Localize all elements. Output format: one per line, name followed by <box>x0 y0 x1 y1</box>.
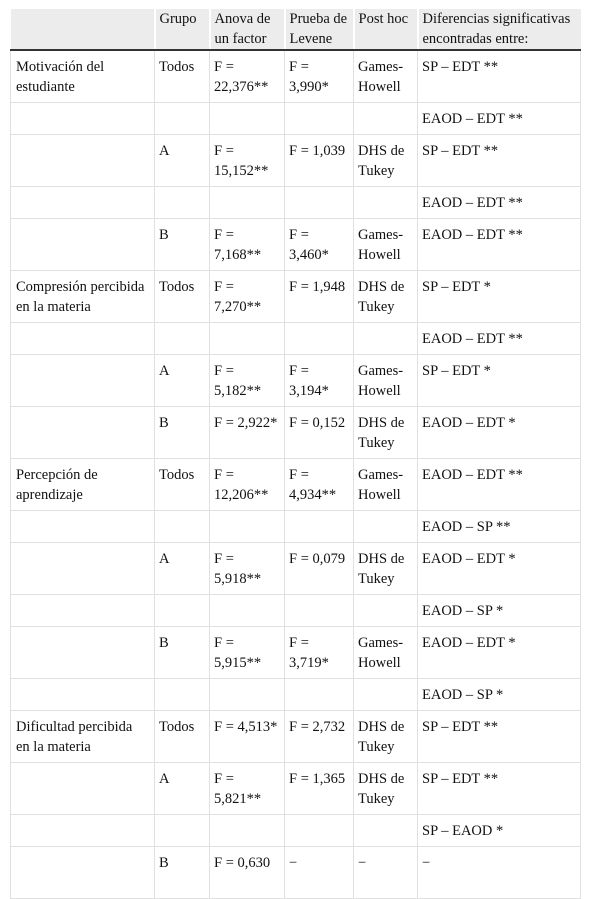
table-row <box>11 187 581 219</box>
cell-posthoc: DHS de Tukey <box>354 271 418 323</box>
cell-variable <box>11 679 155 711</box>
cell-posthoc: Games-Howell <box>354 459 418 511</box>
table-row <box>11 815 581 847</box>
cell-posthoc: Games-Howell <box>354 50 418 103</box>
cell-anova <box>210 679 285 711</box>
cell-posthoc: DHS de Tukey <box>354 407 418 459</box>
table-row <box>11 543 581 595</box>
cell-grupo: A <box>155 543 210 595</box>
cell-variable <box>11 511 155 543</box>
table-row <box>11 847 581 899</box>
cell-levene <box>285 187 354 219</box>
table-row <box>11 323 581 355</box>
table-row <box>11 627 581 679</box>
cell-anova: F = 15,152** <box>210 135 285 187</box>
cell-anova: F = 22,376** <box>210 50 285 103</box>
cell-posthoc <box>354 323 418 355</box>
table-header <box>11 9 581 50</box>
cell-anova <box>210 103 285 135</box>
cell-posthoc: Games-Howell <box>354 219 418 271</box>
cell-diferencias: EAOD – EDT ** <box>418 103 581 135</box>
cell-diferencias: SP – EDT ** <box>418 50 581 103</box>
cell-grupo: B <box>155 219 210 271</box>
header-grupo: Grupo <box>155 9 210 50</box>
table-row <box>11 50 581 103</box>
cell-variable: Dificultad percibida en la materia <box>11 711 155 763</box>
anova-results-table <box>10 9 581 899</box>
cell-variable <box>11 815 155 847</box>
header-posthoc: Post hoc <box>354 9 418 50</box>
cell-anova: F = 5,182** <box>210 355 285 407</box>
cell-posthoc <box>354 595 418 627</box>
cell-levene: F = 4,934** <box>285 459 354 511</box>
cell-grupo: Todos <box>155 271 210 323</box>
cell-diferencias: SP – EDT * <box>418 355 581 407</box>
cell-levene: F = 3,719* <box>285 627 354 679</box>
cell-levene: F = 3,990* <box>285 50 354 103</box>
cell-diferencias: EAOD – EDT * <box>418 543 581 595</box>
cell-posthoc: DHS de Tukey <box>354 763 418 815</box>
table-row <box>11 679 581 711</box>
cell-variable: Compresión percibida en la materia <box>11 271 155 323</box>
cell-variable: Motivación del estudiante <box>11 50 155 103</box>
table-row <box>11 135 581 187</box>
cell-grupo <box>155 323 210 355</box>
cell-variable <box>11 219 155 271</box>
cell-diferencias: EAOD – EDT * <box>418 407 581 459</box>
cell-anova: F = 7,270** <box>210 271 285 323</box>
cell-grupo: A <box>155 763 210 815</box>
header-anova: Anova de un factor <box>210 9 285 50</box>
table-row <box>11 103 581 135</box>
cell-levene: F = 0,079 <box>285 543 354 595</box>
cell-levene: F = 0,152 <box>285 407 354 459</box>
cell-variable <box>11 355 155 407</box>
cell-variable <box>11 763 155 815</box>
cell-anova: F = 5,918** <box>210 543 285 595</box>
cell-diferencias: EAOD – SP ** <box>418 511 581 543</box>
cell-grupo: B <box>155 847 210 899</box>
cell-anova: F = 5,915** <box>210 627 285 679</box>
cell-diferencias: EAOD – SP * <box>418 595 581 627</box>
header-variable <box>11 9 155 50</box>
cell-variable <box>11 187 155 219</box>
cell-variable <box>11 543 155 595</box>
cell-diferencias: EAOD – EDT * <box>418 627 581 679</box>
cell-diferencias: EAOD – EDT ** <box>418 219 581 271</box>
cell-levene: F = 2,732 <box>285 711 354 763</box>
table-row <box>11 711 581 763</box>
table-row <box>11 219 581 271</box>
cell-anova: F = 7,168** <box>210 219 285 271</box>
cell-anova <box>210 323 285 355</box>
table-row <box>11 355 581 407</box>
cell-levene <box>285 511 354 543</box>
cell-levene <box>285 103 354 135</box>
cell-diferencias: SP – EDT ** <box>418 135 581 187</box>
cell-diferencias: EAOD – EDT ** <box>418 323 581 355</box>
cell-grupo: Todos <box>155 50 210 103</box>
cell-posthoc: DHS de Tukey <box>354 543 418 595</box>
table-row <box>11 271 581 323</box>
table-row <box>11 511 581 543</box>
cell-variable <box>11 135 155 187</box>
cell-levene <box>285 323 354 355</box>
cell-posthoc: − <box>354 847 418 899</box>
cell-posthoc <box>354 679 418 711</box>
cell-anova: F = 5,821** <box>210 763 285 815</box>
cell-diferencias: − <box>418 847 581 899</box>
cell-anova: F = 4,513* <box>210 711 285 763</box>
cell-levene <box>285 679 354 711</box>
cell-posthoc <box>354 103 418 135</box>
table-row <box>11 595 581 627</box>
cell-anova <box>210 511 285 543</box>
cell-diferencias: EAOD – EDT ** <box>418 187 581 219</box>
cell-grupo <box>155 511 210 543</box>
cell-grupo <box>155 679 210 711</box>
cell-grupo: Todos <box>155 459 210 511</box>
cell-grupo <box>155 103 210 135</box>
cell-diferencias: SP – EDT ** <box>418 763 581 815</box>
cell-variable <box>11 407 155 459</box>
cell-anova: F = 12,206** <box>210 459 285 511</box>
cell-levene: F = 1,948 <box>285 271 354 323</box>
cell-variable <box>11 323 155 355</box>
cell-anova: F = 0,630 <box>210 847 285 899</box>
header-row <box>11 9 581 50</box>
cell-variable <box>11 847 155 899</box>
cell-posthoc <box>354 511 418 543</box>
cell-grupo <box>155 187 210 219</box>
cell-grupo: B <box>155 627 210 679</box>
table-row <box>11 407 581 459</box>
cell-variable <box>11 103 155 135</box>
cell-variable <box>11 627 155 679</box>
cell-diferencias: EAOD – EDT ** <box>418 459 581 511</box>
cell-anova: F = 2,922* <box>210 407 285 459</box>
cell-diferencias: SP – EDT ** <box>418 711 581 763</box>
cell-grupo <box>155 815 210 847</box>
cell-posthoc: DHS de Tukey <box>354 135 418 187</box>
cell-grupo: A <box>155 355 210 407</box>
cell-posthoc: Games-Howell <box>354 627 418 679</box>
cell-grupo <box>155 595 210 627</box>
cell-levene <box>285 595 354 627</box>
cell-grupo: Todos <box>155 711 210 763</box>
cell-levene: F = 1,039 <box>285 135 354 187</box>
cell-levene: F = 1,365 <box>285 763 354 815</box>
table-body <box>11 50 581 899</box>
cell-levene: F = 3,194* <box>285 355 354 407</box>
cell-variable: Percepción de aprendizaje <box>11 459 155 511</box>
cell-diferencias: EAOD – SP * <box>418 679 581 711</box>
table-row <box>11 459 581 511</box>
cell-levene: F = 3,460* <box>285 219 354 271</box>
cell-anova <box>210 595 285 627</box>
cell-posthoc <box>354 815 418 847</box>
cell-variable <box>11 595 155 627</box>
header-levene: Prueba de Levene <box>285 9 354 50</box>
cell-diferencias: SP – EDT * <box>418 271 581 323</box>
cell-grupo: A <box>155 135 210 187</box>
cell-grupo: B <box>155 407 210 459</box>
cell-anova <box>210 187 285 219</box>
cell-levene: − <box>285 847 354 899</box>
table-row <box>11 763 581 815</box>
cell-anova <box>210 815 285 847</box>
cell-levene <box>285 815 354 847</box>
header-diferencias: Diferencias significativas encontradas entre: <box>418 9 581 50</box>
cell-posthoc: Games-Howell <box>354 355 418 407</box>
cell-posthoc <box>354 187 418 219</box>
cell-posthoc: DHS de Tukey <box>354 711 418 763</box>
cell-diferencias: SP – EAOD * <box>418 815 581 847</box>
